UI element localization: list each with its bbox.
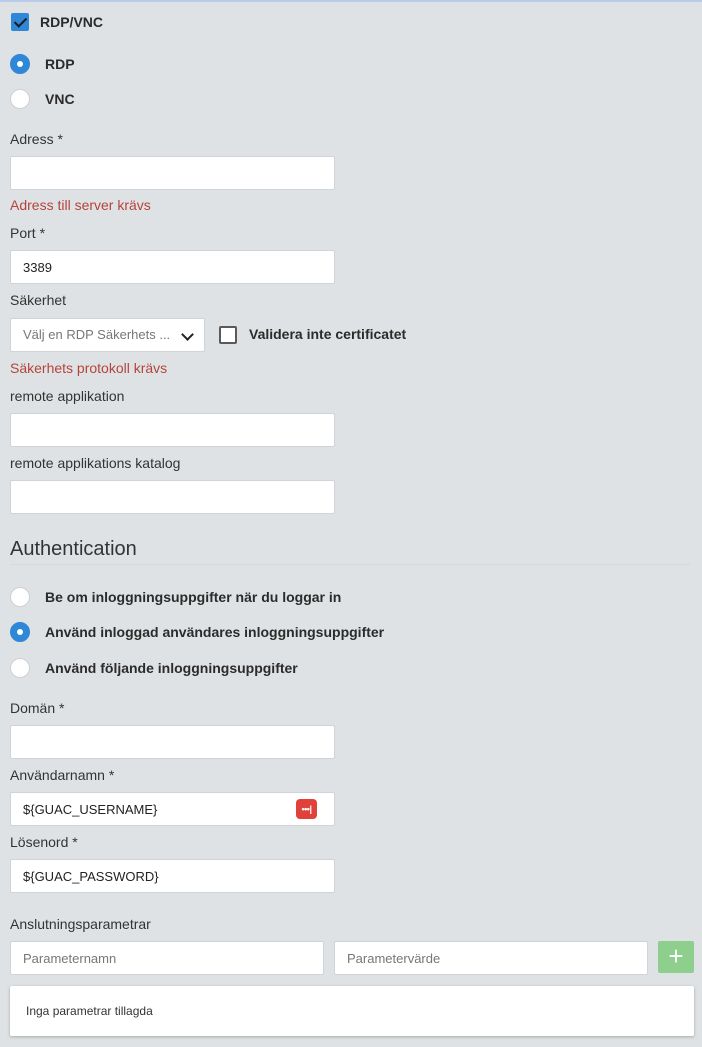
empty-parameters-text: Inga parametrar tillagda <box>26 1004 153 1018</box>
domain-label: Domän * <box>10 700 65 716</box>
remote-app-label: remote applikation <box>10 388 125 404</box>
top-border <box>0 0 702 2</box>
password-label: Lösenord * <box>10 834 78 850</box>
section-divider <box>10 564 690 565</box>
address-error: Adress till server krävs <box>10 197 151 213</box>
rdp-vnc-checkbox[interactable] <box>11 13 29 31</box>
auth-static-radio[interactable] <box>10 658 30 678</box>
port-input[interactable] <box>10 250 335 284</box>
security-label: Säkerhet <box>10 292 67 308</box>
security-error: Säkerhets protokoll krävs <box>10 360 168 376</box>
auth-prompt-label: Be om inloggningsuppgifter när du loggar in <box>45 589 342 605</box>
ignore-cert-checkbox[interactable] <box>219 326 237 344</box>
rdp-radio[interactable] <box>10 54 30 74</box>
address-input[interactable] <box>10 156 335 190</box>
username-label: Användarnamn * <box>10 767 115 783</box>
parameter-value-input[interactable] <box>334 941 648 975</box>
parameters-label: Anslutningsparametrar <box>10 916 151 932</box>
auth-passthrough-radio[interactable] <box>10 622 30 642</box>
authentication-title: Authentication <box>10 538 137 560</box>
vnc-radio[interactable] <box>10 89 30 109</box>
ignore-cert-label: Validera inte certificatet <box>249 326 407 342</box>
password-manager-icon[interactable]: •••| <box>296 799 317 819</box>
password-input[interactable] <box>10 859 335 893</box>
add-parameter-button[interactable]: + <box>658 941 694 973</box>
auth-passthrough-label: Använd inloggad användares inloggningsuppgifter <box>45 624 385 640</box>
parameters-list-panel <box>10 986 694 1036</box>
auth-prompt-radio[interactable] <box>10 587 30 607</box>
remote-app-dir-label: remote applikations katalog <box>10 455 181 471</box>
rdp-vnc-label: RDP/VNC <box>40 14 104 30</box>
security-select-placeholder: Välj en RDP Säkerhets ... <box>23 327 171 342</box>
chevron-down-icon <box>181 328 194 341</box>
rdp-label: RDP <box>45 56 75 72</box>
vnc-label: VNC <box>45 91 75 107</box>
parameter-name-input[interactable] <box>10 941 324 975</box>
port-label: Port * <box>10 225 46 241</box>
remote-app-dir-input[interactable] <box>10 480 335 514</box>
remote-app-input[interactable] <box>10 413 335 447</box>
domain-input[interactable] <box>10 725 335 759</box>
username-input[interactable] <box>10 792 335 826</box>
address-label: Adress * <box>10 131 63 147</box>
auth-static-label: Använd följande inloggningsuppgifter <box>45 660 298 676</box>
security-select[interactable] <box>10 318 205 352</box>
